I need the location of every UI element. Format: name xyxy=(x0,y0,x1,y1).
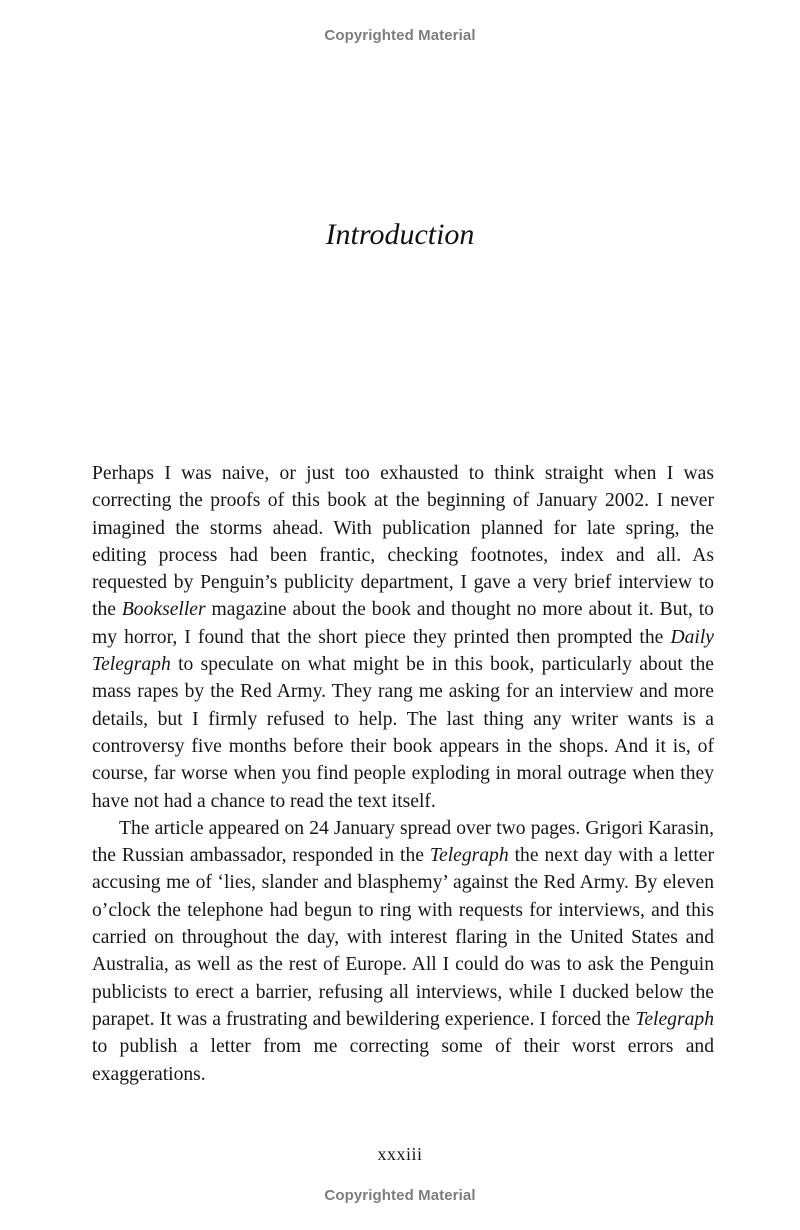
page-number: xxxiii xyxy=(377,1144,423,1164)
italic-title-daily-telegraph: Daily Telegraph xyxy=(92,626,714,676)
italic-title-telegraph: Telegraph xyxy=(429,845,509,867)
paragraph-1 xyxy=(92,460,714,815)
paragraph-text: to speculate on what might be in this book, particularly about the mass rapes by the Red Army. They rang me asking for an interview and more details, but I firmly refused to help. The last thing any writer wants is a controversy five months before their book appears in the shops. And it is, of course, far worse when you find people exploding in moral outrage when they have not had a chance to read the text itself. xyxy=(92,654,714,812)
paragraph-text: magazine about the book and thought no more about it. But, to my horror, I found that the short piece they printed then prompted the xyxy=(92,599,714,648)
body-text xyxy=(92,460,714,1088)
italic-title-bookseller: Bookseller xyxy=(121,599,206,621)
chapter-title: Introduction xyxy=(325,218,475,251)
paragraph-text: the next day with a letter accusing me of ‘lies, slander and blasphemy’ against the Red Army. By eleven o’clock the telephone had begun to ring with requests for interviews, and this carried on throughout the day, with interest flaring in the United States and Australia, as well as the rest of Europe. All I could do was to ask the Penguin publicists to erect a barrier, refusing all interviews, while I ducked below the parapet. It was a frustrating and bewildering experience. I forced the xyxy=(92,845,714,1030)
italic-title-telegraph: Telegraph xyxy=(635,1008,714,1030)
paragraph-2 xyxy=(92,815,714,1088)
paragraph-text: to publish a letter from me correcting some of their worst errors and exaggerations. xyxy=(92,1036,714,1085)
paragraph-text: Perhaps I was naive, or just too exhausted to think straight when I was correcting the proofs of this book at the beginning of January 2002. I never imagined the storms ahead. With publication planned for late spring, the editing process had been frantic, checking footnotes, index and all. As requested by Penguin’s publicity department, I gave a very brief interview to the xyxy=(92,463,714,621)
paragraph-text: The article appeared on 24 January spread over two pages. Grigori Karasin, the Russian ambassador, responded in the xyxy=(92,817,714,867)
copyright-watermark-bottom: Copyrighted Material xyxy=(324,1187,476,1204)
copyright-watermark-top: Copyrighted Material xyxy=(324,27,476,44)
